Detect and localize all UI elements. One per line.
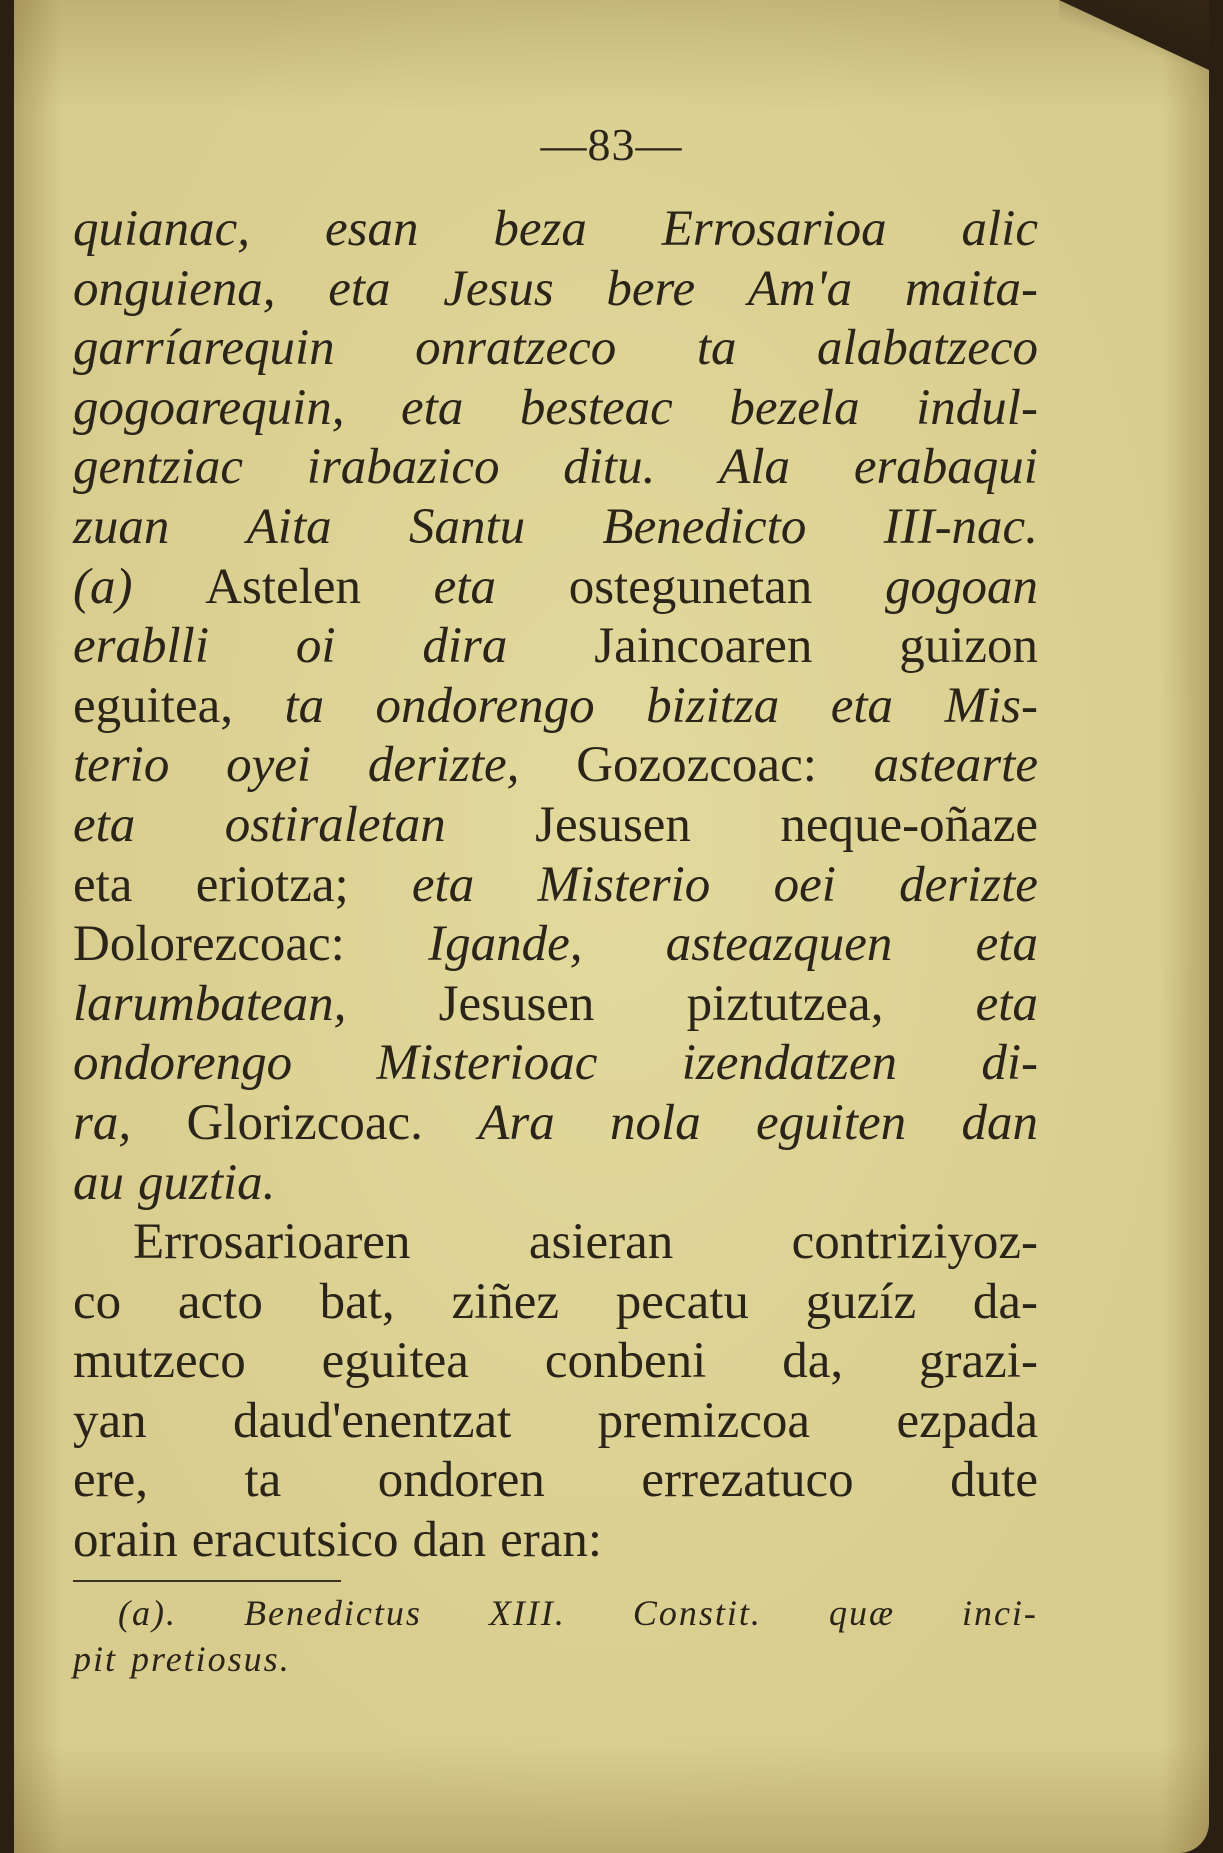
text-line [73, 200, 1038, 260]
word: irabazico [306, 439, 500, 496]
word: ziñez [451, 1273, 560, 1330]
word: indul- [916, 379, 1038, 436]
word: ere, [73, 1452, 149, 1509]
word: guztia. [138, 1154, 276, 1211]
text-line [73, 856, 1038, 916]
word: III-nac. [883, 498, 1038, 555]
word: Astelen [205, 558, 361, 615]
word: Glorizcoac. [186, 1094, 423, 1151]
word: contriziyoz- [791, 1214, 1038, 1271]
word: Aita [246, 498, 332, 555]
word: eriotza; [195, 856, 349, 913]
word: ta [284, 677, 325, 734]
word: Jaincoaren [594, 618, 813, 675]
word: onratzeco [415, 320, 617, 377]
text-line [73, 1332, 1038, 1392]
footnote-word: inci- [961, 1593, 1038, 1633]
word: ezpada [896, 1392, 1038, 1449]
page-corner-fold [1059, 0, 1209, 70]
word: eta [433, 558, 496, 615]
text-line [73, 677, 1038, 737]
text-line [73, 438, 1038, 498]
word: grazi- [919, 1333, 1038, 1390]
footnote-word: Benedictus [243, 1593, 422, 1633]
footnote-word: Constit. [632, 1593, 762, 1633]
text-line [73, 1273, 1038, 1333]
word: ta [696, 320, 737, 377]
word: eguitea [321, 1333, 469, 1390]
word: ondoren [377, 1452, 545, 1509]
text-line [73, 1392, 1038, 1452]
text-line [73, 975, 1038, 1035]
text-line [73, 617, 1038, 677]
word: bere [606, 260, 696, 317]
footnote-word: pretiosus. [131, 1639, 291, 1679]
word: guizon [899, 618, 1038, 675]
text-line [73, 1213, 1038, 1273]
word: eran: [500, 1512, 603, 1569]
word: ra, [73, 1094, 132, 1151]
footnote-line [73, 1590, 1038, 1636]
word: Misterio [537, 856, 711, 913]
text-line [73, 379, 1038, 439]
word: errezatuco [641, 1452, 854, 1509]
word: Santu [408, 498, 526, 555]
word: Jesusen [535, 796, 691, 853]
word: erablli [73, 618, 209, 675]
word: di- [981, 1035, 1038, 1092]
word: eguitea, [73, 677, 233, 734]
word: zuan [73, 498, 170, 555]
word: quianac, [73, 201, 251, 257]
word: pecatu [615, 1273, 749, 1330]
text-line [73, 260, 1038, 320]
footnote-line [73, 1636, 1038, 1682]
word: eta [401, 379, 464, 436]
word: acto [177, 1273, 263, 1330]
page-number: —83— [540, 119, 683, 170]
word: asteazquen [665, 916, 893, 973]
word: ondorengo [375, 677, 595, 734]
text-line [73, 558, 1038, 618]
word: eta [328, 260, 391, 317]
footnote [73, 1590, 1038, 1682]
word: dan [412, 1512, 487, 1569]
word: guzíz [805, 1273, 917, 1330]
word: Jesusen [438, 975, 595, 1032]
footnote-word: (a). [118, 1593, 177, 1633]
text-line [73, 1154, 1038, 1214]
word: yan [73, 1392, 147, 1449]
footnote-word: pit [73, 1639, 118, 1679]
footnote-word: XIII. [488, 1593, 566, 1633]
word: dan [961, 1094, 1038, 1151]
word: eta [73, 856, 133, 913]
word: eta [975, 916, 1038, 973]
word: bizitza [646, 677, 780, 734]
word: garríarequin [73, 320, 335, 377]
word: Errosarioa [661, 201, 887, 257]
word: ostiraletan [224, 796, 446, 853]
word: maita- [904, 260, 1038, 317]
word: co [73, 1273, 122, 1330]
word: bat, [319, 1273, 395, 1330]
footnote-rule [73, 1580, 341, 1582]
word: Gozozcoac: [576, 737, 817, 794]
word: conbeni [544, 1333, 707, 1390]
word: eta [411, 856, 475, 913]
text-line [73, 1511, 1038, 1571]
word: Ara [478, 1094, 555, 1151]
word: premizcoa [597, 1392, 811, 1449]
word: beza [493, 201, 587, 257]
word: ondorengo [73, 1035, 293, 1092]
word: Jesus [443, 260, 554, 317]
word: eta [830, 677, 894, 734]
word: Misterioac [376, 1035, 598, 1092]
word: au [73, 1154, 124, 1211]
word: Igande, [428, 916, 583, 973]
word: gentziac [73, 439, 243, 496]
word: Dolorezcoac: [73, 916, 345, 973]
word: ta [244, 1452, 282, 1509]
word: Am'a [747, 260, 853, 317]
word: Mis- [944, 677, 1038, 734]
word: eta [73, 796, 136, 853]
word: erabaqui [853, 439, 1038, 496]
word: esan [324, 201, 419, 257]
word: derizte [899, 856, 1038, 913]
word: besteac [519, 379, 673, 436]
word: dira [422, 618, 508, 675]
word: eracutsico [191, 1512, 399, 1569]
text-line [73, 319, 1038, 379]
text-line [73, 1451, 1038, 1511]
word: astearte [873, 737, 1038, 794]
text-line [73, 1094, 1038, 1154]
word: nola [610, 1094, 701, 1151]
word: eguiten [756, 1094, 907, 1151]
word: neque-oñaze [780, 796, 1038, 853]
word: terio [73, 737, 170, 794]
word: da- [972, 1273, 1038, 1330]
word: daud'enentzat [233, 1392, 512, 1449]
text-line [73, 498, 1038, 558]
word: mutzeco [73, 1333, 246, 1390]
word: Ala [719, 439, 790, 496]
word: ditu. [563, 439, 656, 496]
text-line [73, 736, 1038, 796]
word: Errosarioaren [133, 1214, 411, 1271]
word: alabatzeco [817, 320, 1038, 377]
word: Benedicto [602, 498, 807, 555]
word: oei [773, 856, 836, 913]
body-text [73, 200, 1038, 1571]
text-line [73, 1034, 1038, 1094]
word: ostegunetan [568, 558, 813, 615]
word: orain [73, 1512, 178, 1569]
word: larumbatean, [73, 975, 347, 1032]
word: gogoarequin, [73, 379, 345, 436]
word: piztutzea, [686, 975, 884, 1032]
word: oyei [226, 737, 312, 794]
word: gogoan [885, 558, 1038, 615]
word: derizte, [367, 737, 520, 794]
word: alic [961, 201, 1038, 257]
word: (a) [73, 558, 133, 615]
word: izendatzen [681, 1035, 897, 1092]
word: dute [950, 1452, 1038, 1509]
word: onguiena, [73, 260, 276, 317]
text-line [73, 915, 1038, 975]
text-line [73, 796, 1038, 856]
word: bezela [729, 379, 860, 436]
word: asieran [528, 1214, 674, 1271]
footnote-word: quæ [828, 1593, 895, 1633]
word: oi [295, 618, 336, 675]
word: da, [782, 1333, 844, 1390]
word: eta [975, 975, 1038, 1032]
